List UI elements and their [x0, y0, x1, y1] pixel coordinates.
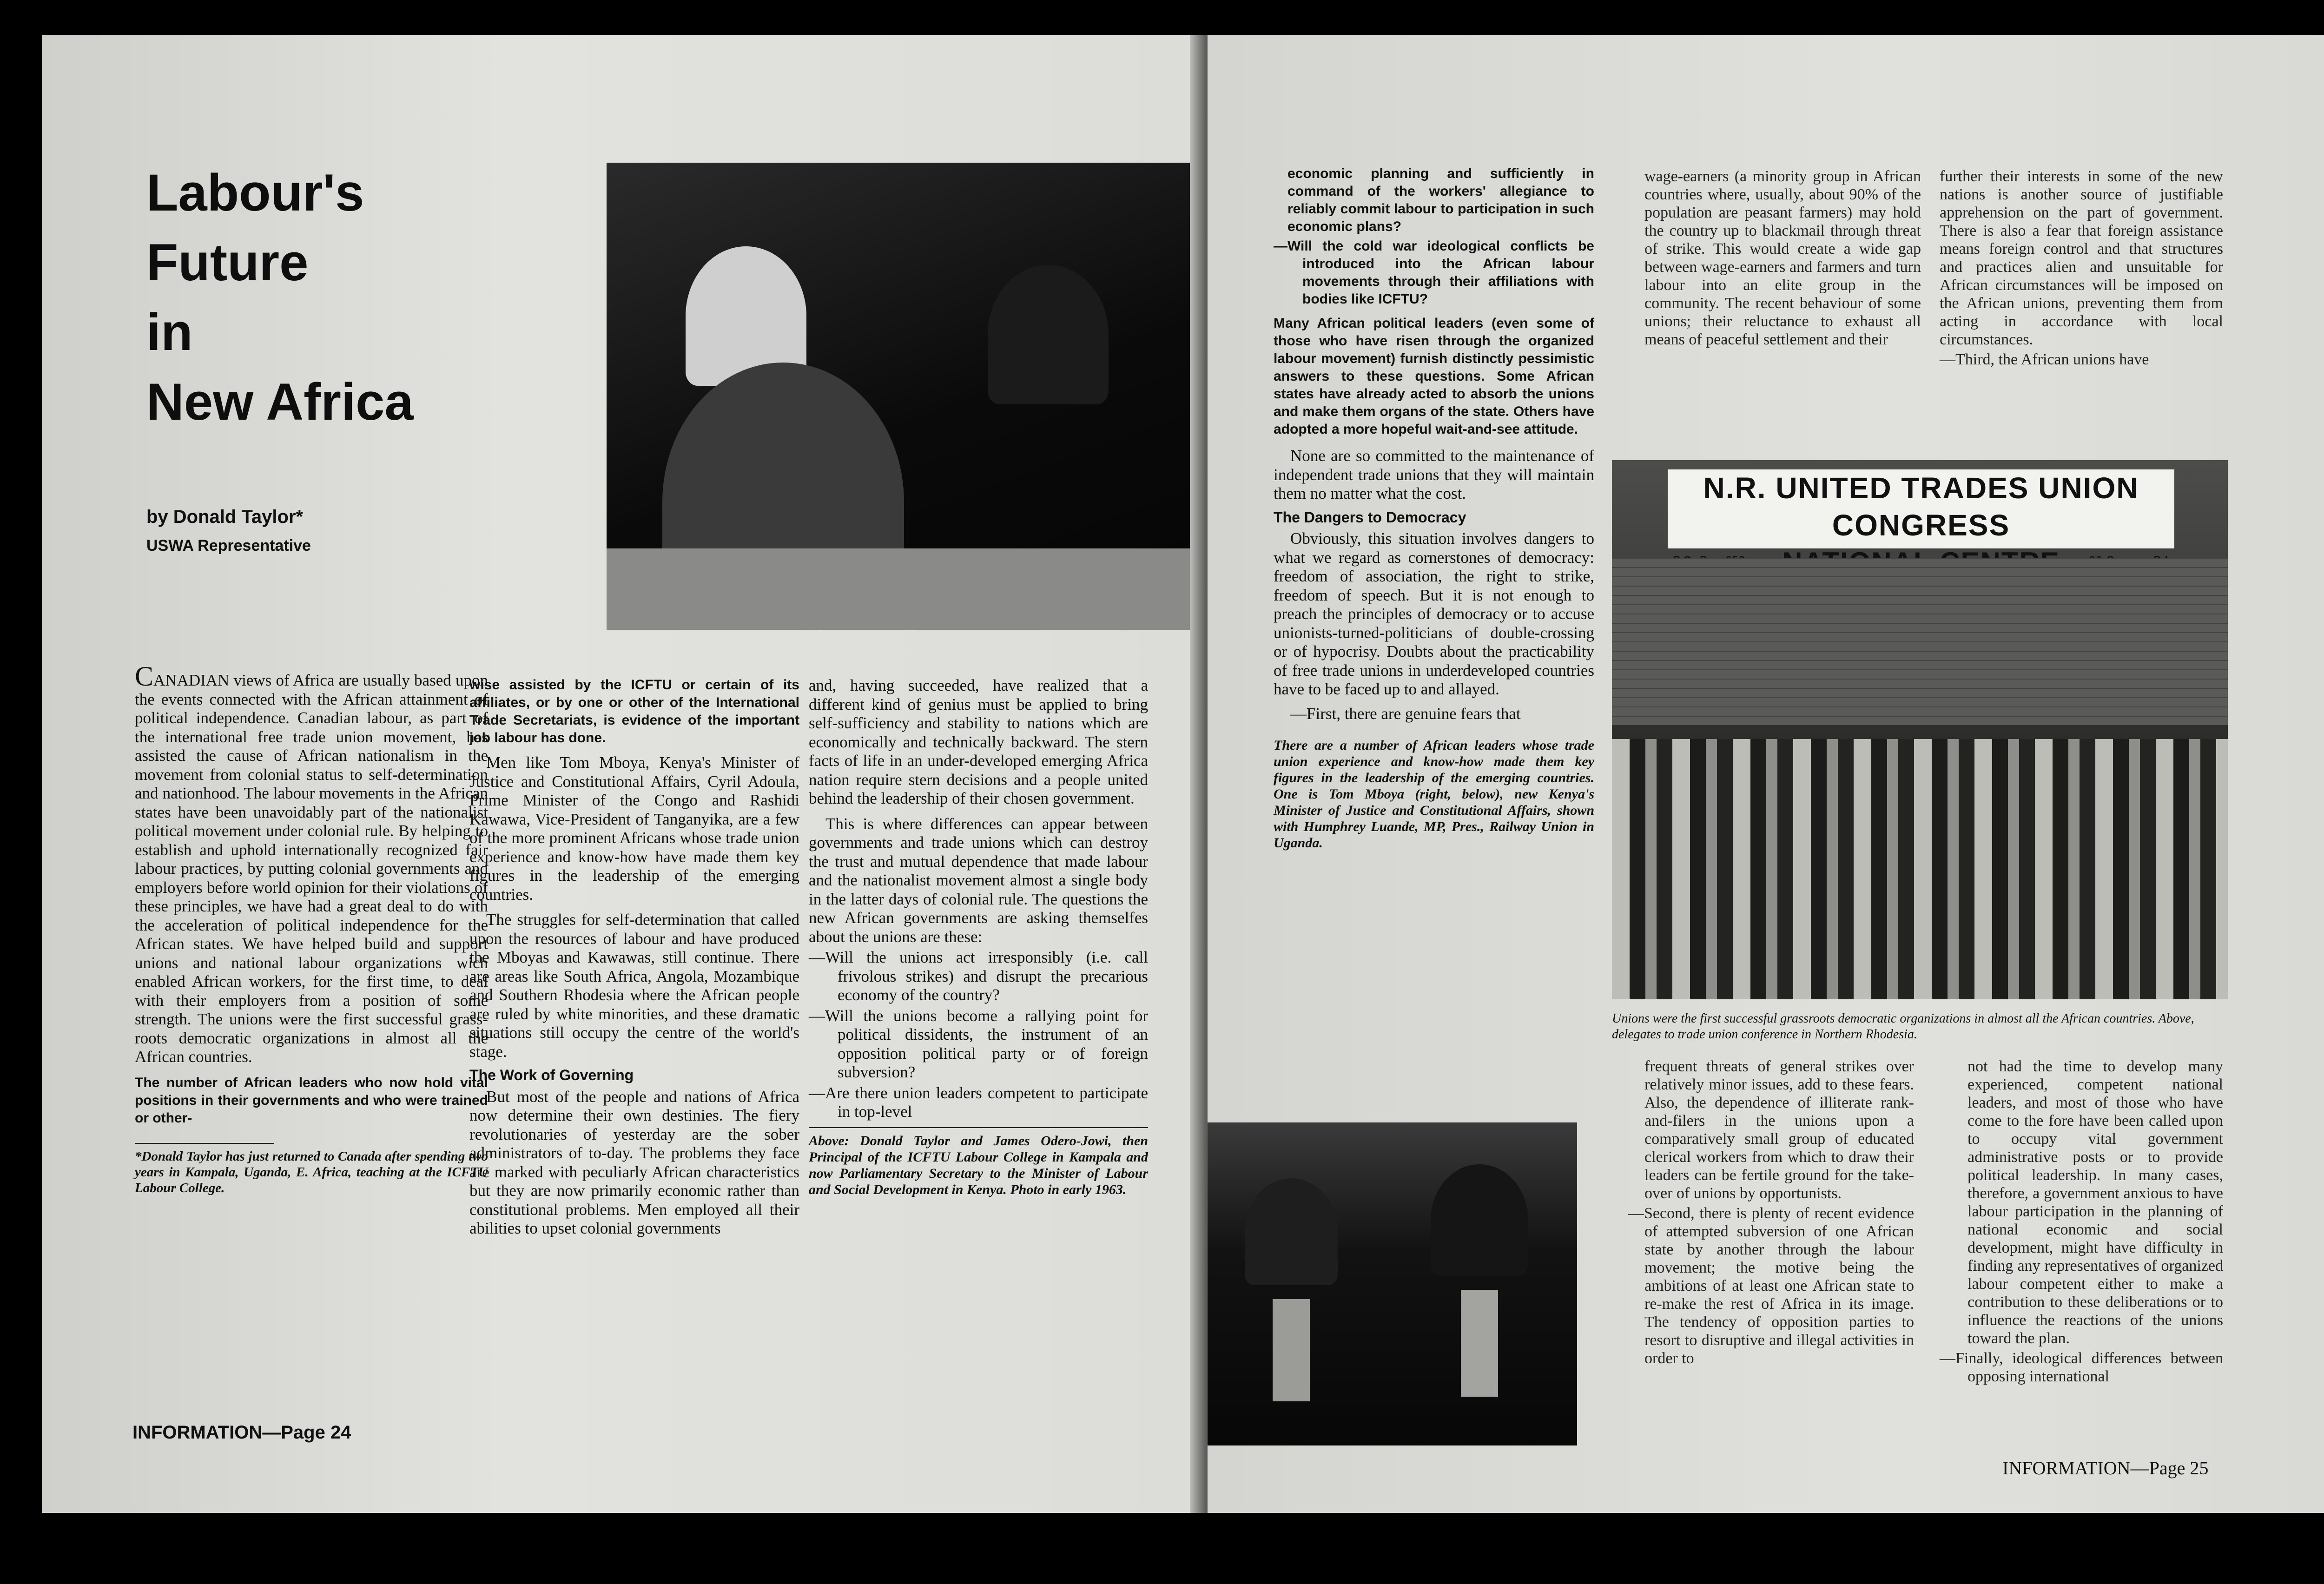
paragraph: Men like Tom Mboya, Kenya's Minister of Justice and Constitutional Affairs, Cyril Adoula, Prime Minister of the Congo and Rashidi Kawawa, Vice-President of Tanganyika, are a few of the more prominent Africans whose trade union experience and know-how have made them key figures in the leadership of the emerging countries. — [469, 753, 799, 904]
title-line: Labour's — [146, 164, 364, 222]
paragraph: CANADIAN views of Africa are usually based upon the events connected with the African attainment of political independence. Canadian labour, as part of the international free trade union movement, has assisted the cause of African nationalism in the movement from colonial status to self-determination and nationhood. The labour movements in the African states have been unavoidably part of the nationalist political movement under colonial rule. By helping to establish and uphold internationally recognized fair labour practices, by putting colonial governments and employers before world opinion for their violations of these principles, we have had a great deal to do with the acceleration of political independence for the African states. We have helped build and support unions and national labour organizations wich enabled African workers, for the first time, to deal with their employers from a position of some strength. The unions were the first successful grass-roots democratic organizations in almost all the African countries. — [135, 661, 488, 1066]
list-item: —Second, there is plenty of recent evidence of attempted subversion of one African state by another through the labour movement; the motive being the ambitions of at least one African state to re-make the rest of Africa in its image. The tendency of opposition parties to resort to disruptive and illegal activities in order to — [1628, 1205, 1914, 1367]
photo-taylor-oderojowi — [607, 163, 1195, 630]
paragraph: None are so committed to the maintenance of independent trade unions that they will maintain them no matter what the cost. — [1274, 447, 1594, 502]
figure-man-left — [1245, 1178, 1338, 1285]
section-heading: The Dangers to Democracy — [1274, 508, 1466, 526]
photo-caption: Unions were the first successful grassroots democratic organizations in almost all the African countries. Above, delegates to trade union conference in Northern Rhodesia. — [1612, 1011, 2194, 1042]
left-column-3 — [809, 676, 1148, 1198]
paragraph: —First, there are genuine fears that — [1290, 704, 1521, 723]
drop-cap: C — [135, 661, 154, 692]
caption-rule — [809, 1127, 1148, 1128]
list-item: —Finally, ideological differences between opposing international — [1940, 1350, 2223, 1385]
paragraph: The struggles for self-determination that called upon the resources of labour and have produced the Mboyas and Kawawas, still continue. There are areas like South Africa, Angola, Mozambique and Southern Rhodesia where the African people are ruled by white minorities, and these dramatic situations still occupy the centre of the world's stage. — [469, 911, 799, 1061]
photo-union-congress — [1612, 460, 2228, 999]
list-item: —Third, the African unions have — [1940, 351, 2149, 368]
author-role: USWA Representative — [146, 537, 311, 554]
right-page — [1208, 35, 2324, 1513]
paragraph-bold: Many African political leaders (even some of those who have risen through the organized labour movement) furnish distinctly pessimistic answers to these questions. Some African states have already acted to absorb the unions and make them organs of the state. Others have adopted a more hopeful wait-and-see attitude. — [1274, 316, 1594, 437]
item-list — [1628, 1204, 1914, 1367]
question-list — [1274, 238, 1594, 308]
left-page — [42, 35, 1203, 1513]
congress-sign — [1668, 469, 2174, 548]
section-heading: The Work of Governing — [469, 1067, 634, 1083]
right-column-1 — [1274, 165, 1594, 851]
shirt-right — [1461, 1290, 1498, 1397]
byline: by Donald Taylor* — [146, 507, 304, 527]
page-folio: INFORMATION—Page 24 — [132, 1422, 351, 1443]
paragraph-bold: wise assisted by the ICFTU or certain of its affiliates, or by one or other of the International Trade Secretariats, is evidence of the important job labour has done. — [469, 677, 799, 746]
paragraph: and, having succeeded, have realized that a different kind of genius must be applied to bring self-sufficiency and stability to nations which are economically and technically backward. The stern facts of life in an under-developed emerging Africa nation require stern decisions and a people united behind the leadership of their chosen government. — [809, 676, 1148, 807]
title-line: in — [146, 303, 193, 361]
right-column-2-bottom — [1628, 1057, 1914, 1369]
list-item: —Will the unions become a rallying point for political dissidents, the instrument of an opposition political party or of foreign subversion? — [809, 1006, 1148, 1081]
sign-line-1: N.R. UNITED TRADES UNION CONGRESS — [1703, 471, 2139, 542]
figure-right-man — [988, 265, 1109, 404]
title-line: New Africa — [146, 373, 414, 431]
photo-caption: There are a number of African leaders whose trade union experience and know-how made them key figures in the leadership of the emerging countries. One is Tom Mboya (right, below), new Kenya's Minister of Justice and Constitutional Affairs, shown with Humphrey Luande, MP, Pres., Railway Union in Uganda. — [1274, 738, 1594, 851]
paragraph: But most of the people and nations of Africa now determine their own destinies. The fiery revolutionaries of yesterday are the sober administrators of to-day. The problems they face are marked with peculiarly African characteristics but they are now primarily economic rather than constitutional problems. Men employed all their abilities to upset colonial governments — [469, 1087, 799, 1237]
left-column-1 — [135, 661, 488, 1196]
list-item: —Are there union leaders competent to participate in top-level — [809, 1083, 1148, 1121]
paragraph: not had the time to develop many experienced, competent national leaders, and most of those who have come to the fore have been called upon to occupy vital government administrative posts or to provide political leadership. In many cases, therefore, a government anxious to have labour participation in the planning of national economic and social development, might have difficulty in finding any representatives of organized labour competent either to make a contribution to these deliberations or to influence the reactions of the unions toward the plan. — [1967, 1058, 2223, 1347]
right-column-3-top — [1940, 167, 2223, 370]
question-list — [809, 948, 1148, 1122]
right-column-2-top — [1644, 167, 1921, 350]
left-column-2 — [469, 676, 799, 1240]
item-list — [1940, 1349, 2223, 1386]
paragraph-bold: The number of African leaders who now hold vital positions in their governments and who were trained or other- — [135, 1075, 488, 1126]
paragraph: wage-earners (a minority group in African countries where, usually, about 90% of the population are peasant farmers) may hold the country up to blackmail through threat of strike. This would create a wide gap between wage-earners and farmers and turn labour into an elite group in the community. The recent behaviour of some unions; their reluctance to exhaust all means of peaceful settlement and their — [1644, 168, 1921, 348]
title-line: Future — [146, 233, 309, 291]
paragraph: This is where differences can appear between governments and trade unions which can destroy the trust and mutual dependence that made labour and the nationalist movement almost a single body in the latter days of colonial rule. The questions the new African governments are asking themselfes about the unions are these: — [809, 814, 1148, 946]
page-folio: INFORMATION—Page 25 — [2002, 1458, 2209, 1478]
shirt-left — [1273, 1299, 1310, 1401]
article-title — [146, 158, 565, 437]
footnote-rule — [135, 1143, 274, 1144]
photo-mboya-luande — [1208, 1122, 1577, 1445]
crowd — [1612, 739, 2228, 999]
paragraph: Obviously, this situation involves dangers to what we regard as cornerstones of democracy: freedom of association, the right to strike, freedom of speech. But it is not enough to preach the principles of democracy or to accuse unionists-turned-politicians of double-crossing or of hypocrisy. Doubts about the practicability of free trade unions in underdeveloped countries have to be faced up to and allayed. — [1274, 529, 1594, 698]
table-edge — [607, 548, 1195, 630]
paragraph: further their interests in some of the new nations is another source of justifiable apprehension on the part of government. There is also a fear that foreign assistance means foreign control and that structures and practices alien and unsuitable for African circumstances will be imposed on the African unions, preventing them from acting in accordance with local circumstances. — [1940, 168, 2223, 348]
list-item: —Will the cold war ideological conflicts be introduced into the African labour movements through their affiliations with bodies like ICFTU? — [1274, 238, 1594, 307]
right-column-3-bottom — [1940, 1057, 2223, 1387]
figure-man-right — [1431, 1164, 1528, 1276]
paragraph-bold: economic planning and sufficiently in command of the workers' allegiance to reliably commit labour to participation in such economic plans? — [1287, 166, 1594, 234]
photo-caption: Above: Donald Taylor and James Odero-Jowi, then Principal of the ICFTU Labour College in Kampala and now Parliamentary Secretary to the Minister of Labour and Social Development in Kenya. Photo in early 1963. — [809, 1133, 1148, 1197]
footnote: *Donald Taylor has just returned to Canada after spending two years in Kampala, Uganda, E. Africa, teaching at the ICFTU Labour College. — [135, 1148, 488, 1195]
paragraph: frequent threats of general strikes over relatively minor issues, add to these fears. Also, the dependence of illiterate rank-and-filers in the unions upon a comparatively small group of educated clerical workers from which to draw their leaders can be fertile ground for the take-over of unions by opportunists. — [1644, 1058, 1914, 1202]
building-wall — [1612, 558, 2228, 725]
list-item: —Will the unions act irresponsibly (i.e. call frivolous strikes) and disrupt the precarious economy of the country? — [809, 948, 1148, 1004]
